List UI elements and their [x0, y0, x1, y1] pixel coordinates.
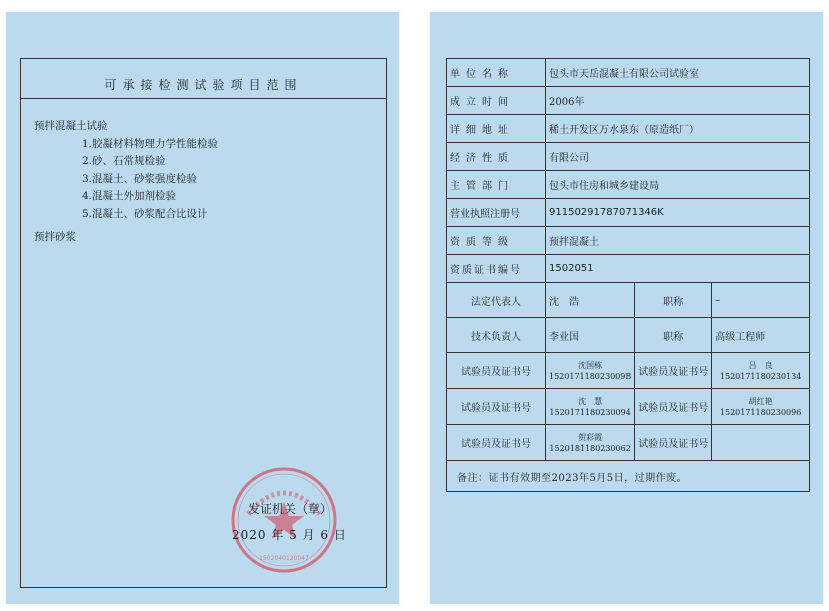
field-label: 试验员及证书号 [635, 425, 712, 461]
tester-name: 吕 良 [748, 360, 773, 370]
tester-cert: 152017118023013​4 [719, 371, 802, 381]
tester-name: 贺彩霞 [578, 432, 603, 442]
scope-item: 2.砂、石常规检验 [82, 155, 166, 167]
scope-item: 5.混凝土、砂浆配合比设计 [82, 207, 208, 220]
tester-entry [546, 353, 635, 389]
field-label: 法定代表人 [447, 283, 546, 318]
field-label: 营业执照注册号 [447, 199, 546, 227]
field-label: 试验员及证书号 [447, 353, 546, 389]
economic-nature: 有限公司 [546, 143, 810, 171]
table-row [447, 115, 810, 143]
issue-date: 2020 年 5 月 6 日 [232, 528, 347, 542]
tester-name: 胡红艳 [748, 396, 773, 406]
scope-item: 1.胶凝材料物理力学性能检验 [82, 137, 219, 150]
founded-date: 2006年 [546, 87, 810, 115]
scope-category: 预拌混凝土试验 [34, 120, 108, 132]
tester-entry [712, 425, 810, 461]
scope-header: 可承接检测试验项目范围 [20, 72, 387, 99]
table-row [447, 87, 810, 115]
official-seal-stamp [228, 464, 340, 576]
table-row [447, 59, 810, 87]
certificate-info-page [430, 12, 823, 604]
technical-lead: 李业国 [546, 318, 635, 353]
table-row [447, 389, 810, 425]
legal-representative: 沈 浩 [546, 283, 635, 318]
field-label: 试验员及证书号 [635, 389, 712, 425]
technical-lead-title: 高级工程师 [712, 318, 810, 353]
tester-name: 沈国栋 [578, 360, 603, 370]
certificate-note: 备注：证书有效期至2023年5月5日，过期作废。 [447, 461, 810, 492]
field-label: 资质证书编号 [447, 255, 546, 283]
field-label: 职称 [635, 283, 712, 318]
tester-entry [546, 425, 635, 461]
tester-cert: 152017118023009​4 [549, 407, 631, 417]
qualification-level: 预拌混凝土 [546, 227, 810, 255]
field-label: 详细地址 [447, 115, 546, 143]
tester-entry [546, 389, 635, 425]
field-label: 成立时间 [447, 87, 546, 115]
issuing-authority: 发证机关（章） [248, 502, 333, 516]
table-row [447, 255, 810, 283]
unit-name: 包头市天岳混凝土有限公司试验室 [546, 59, 810, 87]
scope-item: 4.混凝土外加剂检验 [82, 190, 177, 202]
field-label: 职称 [635, 318, 712, 353]
table-row [447, 318, 810, 353]
tester-cert: 152017118023009​6 [719, 407, 802, 417]
table-row [447, 227, 810, 255]
field-label: 试验员及证书号 [447, 425, 546, 461]
field-label: 试验员及证书号 [447, 389, 546, 425]
table-row [447, 353, 810, 389]
scope-category: 预拌砂浆 [34, 231, 76, 243]
supervising-dept: 包头市住房和城乡建设局 [546, 171, 810, 199]
tester-entry [712, 353, 810, 389]
table-row [447, 143, 810, 171]
table-row [447, 199, 810, 227]
tester-cert: 152017118023009B [549, 371, 632, 381]
tester-cert: 152018118023006​2 [549, 443, 631, 453]
scope-list [34, 118, 218, 247]
legal-rep-title: – [712, 283, 810, 318]
tester-name: 沈 慧 [578, 396, 603, 406]
business-license-no: 91150291787071346K [546, 199, 810, 227]
field-label: 试验员及证书号 [635, 353, 712, 389]
table-row [447, 425, 810, 461]
field-label: 资质等级 [447, 227, 546, 255]
table-row [447, 171, 810, 199]
field-label: 单位名称 [447, 59, 546, 87]
tester-entry [712, 389, 810, 425]
table-row [447, 461, 810, 492]
field-label: 技术负责人 [447, 318, 546, 353]
field-label: 经济性质 [447, 143, 546, 171]
scope-page [6, 12, 399, 604]
certificate-info-table [446, 58, 810, 492]
scope-item: 3.混凝土、砂浆强度检验 [82, 172, 198, 185]
address: 稀土开发区万水泉东（原造纸厂） [546, 115, 810, 143]
table-row [447, 283, 810, 318]
seal-serial: 1502040120047 [259, 555, 309, 562]
field-label: 主管部门 [447, 171, 546, 199]
qualification-cert-no: 1502051 [546, 255, 810, 283]
